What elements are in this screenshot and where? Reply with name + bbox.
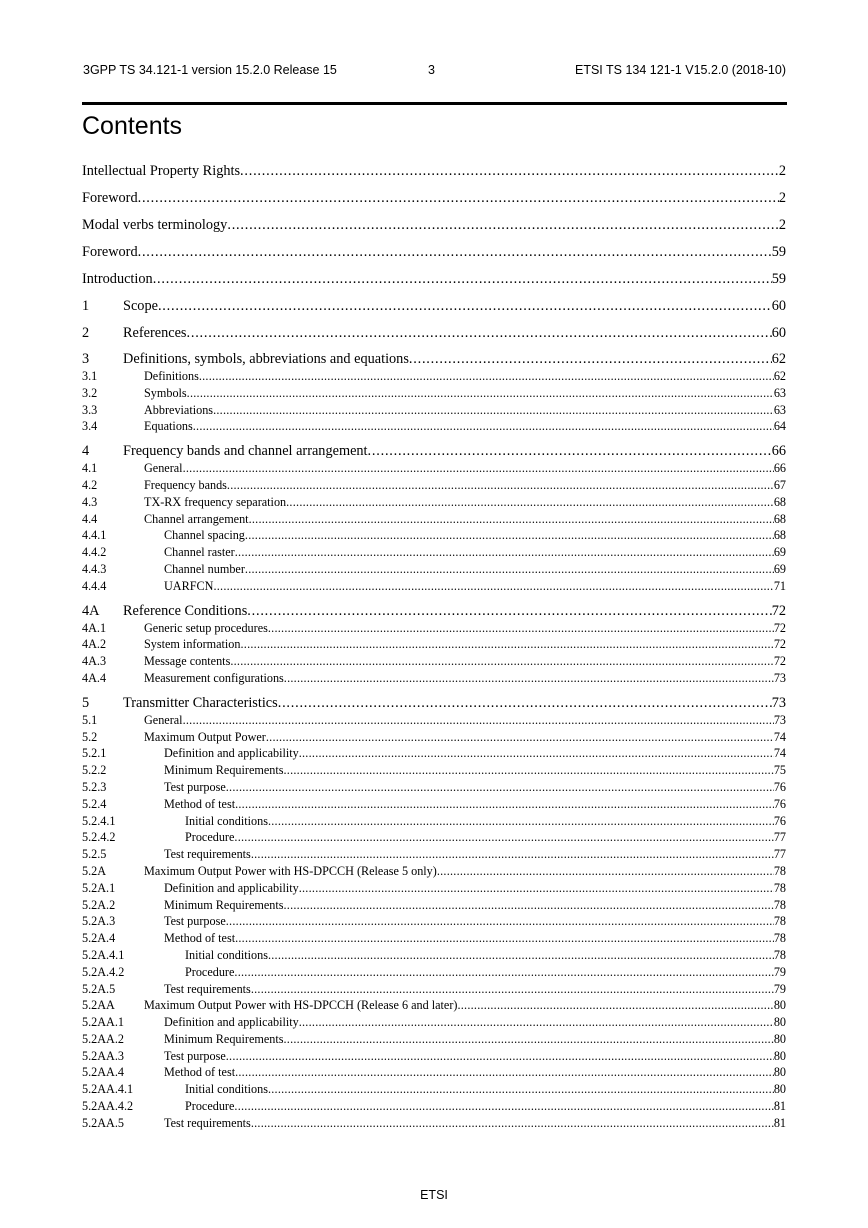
toc-entry-number: 4A.4 [82, 670, 107, 685]
toc-entry[interactable] [82, 578, 786, 595]
toc-entry-page: 78 [773, 863, 786, 878]
toc-entry-number: 5.2.1 [82, 746, 107, 761]
toc-entry-number: 5.2AA.4.2 [82, 1099, 134, 1114]
toc-entry-title: System information [144, 637, 241, 652]
toc-entry-page: 72 [773, 637, 786, 652]
dot-leader [193, 418, 774, 435]
toc-entry-number: 5.2AA.3 [82, 1048, 124, 1063]
toc-entry-page: 72 [773, 654, 786, 669]
toc-entry-number: 3.2 [82, 385, 98, 400]
toc-entry[interactable] [82, 188, 786, 215]
toc-entry-page: 60 [771, 325, 786, 341]
toc-entry-page: 69 [773, 561, 786, 576]
dot-leader [457, 997, 773, 1014]
toc-entry-number: 4 [82, 443, 90, 460]
dot-leader [299, 1014, 774, 1031]
toc-entry-number: 5.2A.4.1 [82, 947, 125, 962]
toc-entry-page: 80 [773, 1048, 786, 1063]
toc-entry-page: 2 [778, 190, 786, 206]
dot-leader [268, 620, 774, 637]
toc-entry[interactable] [82, 1064, 786, 1081]
toc-entry-page: 76 [773, 813, 786, 828]
toc-entry-number: 5.2A [82, 863, 107, 878]
dot-leader [158, 296, 772, 316]
dot-leader [183, 712, 774, 729]
toc-entry[interactable] [82, 997, 786, 1014]
toc-entry[interactable] [82, 368, 786, 385]
toc-entry-number: 4.4.3 [82, 561, 107, 576]
toc-entry-page: 62 [771, 351, 786, 367]
toc-entry-number: 5.2AA.4 [82, 1065, 124, 1080]
table-of-contents [82, 161, 786, 1132]
toc-entry-page: 69 [773, 545, 786, 560]
dot-leader [213, 578, 773, 595]
toc-entry-number: 5.2.3 [82, 779, 107, 794]
dot-leader [213, 402, 774, 419]
toc-entry-title: Channel spacing [164, 528, 245, 543]
dot-leader [284, 670, 774, 687]
toc-entry-number: 4A.2 [82, 637, 107, 652]
toc-entry-number: 4A [82, 602, 100, 619]
dot-leader [268, 947, 774, 964]
toc-entry[interactable] [82, 1098, 786, 1115]
dot-leader [235, 544, 774, 561]
toc-entry[interactable] [82, 544, 786, 561]
toc-entry-title: UARFCN [164, 578, 214, 593]
toc-entry[interactable] [82, 947, 786, 964]
toc-entry-number: 5.2A.2 [82, 897, 116, 912]
toc-entry[interactable] [82, 829, 786, 846]
toc-entry-number: 5.2.4.1 [82, 813, 116, 828]
toc-entry-number: 4.1 [82, 461, 98, 476]
toc-entry[interactable] [82, 602, 786, 620]
toc-entry[interactable] [82, 863, 786, 880]
toc-entry-number: 4.4.2 [82, 545, 107, 560]
toc-entry-number: 5.2.2 [82, 763, 107, 778]
toc-entry-page: 63 [773, 402, 786, 417]
dot-leader [234, 1098, 773, 1115]
dot-leader [245, 527, 774, 544]
toc-entry-title: Minimum Requirements [164, 897, 284, 912]
toc-entry-page: 66 [773, 461, 786, 476]
dot-leader [199, 368, 774, 385]
toc-entry-page: 73 [773, 712, 786, 727]
dot-leader [138, 242, 772, 262]
toc-entry-page: 80 [773, 1065, 786, 1080]
toc-entry-number: 5.2 [82, 729, 98, 744]
toc-entry-page: 80 [773, 998, 786, 1013]
toc-entry-number: 4A.1 [82, 620, 107, 635]
dot-leader [234, 829, 773, 846]
toc-entry-number: 5.2A.1 [82, 880, 116, 895]
toc-entry[interactable] [82, 296, 786, 323]
toc-entry-number: 1 [82, 298, 90, 314]
toc-entry-number: 4.4 [82, 511, 98, 526]
toc-entry-number: 5.2AA.4.1 [82, 1082, 134, 1097]
dot-leader [138, 188, 779, 208]
toc-entry[interactable] [82, 636, 786, 653]
toc-entry[interactable] [82, 385, 786, 402]
dot-leader [437, 863, 774, 880]
toc-entry-title: Test requirements [164, 847, 251, 862]
dot-leader [235, 796, 774, 813]
toc-entry-number: 3 [82, 351, 90, 367]
toc-entry[interactable] [82, 511, 786, 528]
toc-entry-title: Definition and applicability [164, 746, 299, 761]
toc-entry-title: Definition and applicability [164, 1015, 299, 1030]
toc-entry-title: Introduction [82, 271, 153, 287]
toc-entry[interactable] [82, 477, 786, 494]
header-right: ETSI TS 134 121-1 V15.2.0 (2018-10) [574, 63, 786, 77]
toc-entry[interactable] [82, 161, 786, 188]
toc-entry[interactable] [82, 712, 786, 729]
toc-entry[interactable] [82, 981, 786, 998]
toc-entry-number: 4.4.1 [82, 528, 107, 543]
toc-entry-page: 76 [773, 796, 786, 811]
toc-entry-title: Frequency bands [144, 477, 227, 492]
toc-entry[interactable] [82, 745, 786, 762]
dot-leader [299, 745, 774, 762]
toc-entry[interactable] [82, 779, 786, 796]
dot-leader [235, 1064, 774, 1081]
toc-entry-title: General [144, 712, 183, 727]
toc-entry[interactable] [82, 323, 786, 350]
dot-leader [368, 442, 772, 460]
toc-entry[interactable] [82, 1014, 786, 1031]
toc-entry-page: 68 [773, 511, 786, 526]
dot-leader [227, 477, 774, 494]
dot-leader [286, 494, 774, 511]
toc-entry-page: 60 [771, 298, 786, 314]
toc-entry-page: 78 [773, 897, 786, 912]
toc-entry-number: 5.2A.4 [82, 931, 116, 946]
toc-entry[interactable] [82, 350, 786, 368]
toc-entry-title: Abbreviations [144, 402, 214, 417]
toc-entry[interactable] [82, 561, 786, 578]
toc-entry-title: Method of test [164, 796, 236, 811]
toc-entry-title: Test purpose [164, 779, 226, 794]
toc-entry-title: Transmitter Characteristics [123, 694, 278, 711]
toc-entry-number: 5.2A.3 [82, 914, 116, 929]
toc-entry-title: Procedure [185, 964, 235, 979]
toc-entry-number: 5.2AA.1 [82, 1015, 124, 1030]
toc-entry-page: 64 [773, 419, 786, 434]
toc-entry-title: Maximum Output Power [144, 729, 266, 744]
toc-entry-title: Definitions [144, 369, 199, 383]
toc-entry-title: Scope [123, 298, 158, 314]
toc-entry-number: 5.2.5 [82, 847, 107, 862]
toc-entry-page: 76 [773, 779, 786, 794]
toc-entry-number: 3.1 [82, 369, 98, 383]
toc-entry-title: Method of test [164, 931, 236, 946]
dot-leader [183, 460, 774, 477]
toc-entry-title: Initial conditions [185, 813, 268, 828]
dot-leader [240, 636, 773, 653]
toc-entry-page: 73 [771, 694, 786, 711]
toc-entry-number: 4.3 [82, 494, 98, 509]
toc-entry-page: 79 [773, 964, 786, 979]
toc-entry[interactable] [82, 729, 786, 746]
toc-entry-page: 72 [773, 620, 786, 635]
dot-leader [247, 602, 771, 620]
dot-leader [251, 1115, 774, 1132]
toc-entry-page: 80 [773, 1031, 786, 1046]
toc-entry-title: Channel number [164, 561, 245, 576]
header-left: 3GPP TS 34.121-1 version 15.2.0 Release 15 [83, 63, 337, 77]
toc-entry-title: Definitions, symbols, abbreviations and equations [123, 351, 409, 367]
toc-entry-title: Frequency bands and channel arrangement [123, 443, 368, 460]
dot-leader [249, 511, 774, 528]
toc-entry-title: Procedure [185, 830, 235, 845]
toc-entry-title: Test requirements [164, 1115, 251, 1130]
toc-entry[interactable] [82, 1048, 786, 1065]
toc-entry[interactable] [82, 460, 786, 477]
toc-entry-page: 78 [773, 880, 786, 895]
toc-entry-title: Foreword [82, 190, 138, 206]
toc-entry[interactable] [82, 930, 786, 947]
toc-entry-page: 59 [771, 244, 786, 260]
toc-entry[interactable] [82, 1115, 786, 1132]
toc-entry-number: 5.2A.4.2 [82, 964, 125, 979]
toc-entry[interactable] [82, 1081, 786, 1098]
page-title: Contents [82, 112, 183, 140]
toc-entry-title: General [144, 461, 183, 476]
toc-entry-title: Initial conditions [185, 1082, 268, 1097]
dot-leader [226, 913, 774, 930]
toc-entry-title: Definition and applicability [164, 880, 299, 895]
dot-leader [240, 161, 779, 181]
toc-entry[interactable] [82, 494, 786, 511]
toc-entry-page: 81 [773, 1099, 786, 1114]
toc-entry-title: Test purpose [164, 914, 226, 929]
toc-entry-title: Equations [144, 419, 193, 434]
toc-entry-title: Reference Conditions [123, 602, 248, 619]
toc-entry[interactable] [82, 913, 786, 930]
toc-entry-title: Maximum Output Power with HS-DPCCH (Release 5 only) [144, 863, 437, 878]
toc-entry-number: 4.4.4 [82, 578, 107, 593]
toc-entry[interactable] [82, 527, 786, 544]
dot-leader [409, 350, 772, 368]
toc-entry[interactable] [82, 964, 786, 981]
toc-entry-title: Channel raster [164, 545, 235, 560]
dot-leader [226, 1048, 774, 1065]
toc-entry[interactable] [82, 1031, 786, 1048]
dot-leader [227, 215, 779, 235]
toc-entry[interactable] [82, 670, 786, 687]
toc-entry-page: 66 [771, 443, 786, 460]
dot-leader [187, 385, 774, 402]
toc-entry-number: 5.2A.5 [82, 981, 116, 996]
toc-entry[interactable] [82, 215, 786, 242]
dot-leader [153, 269, 772, 289]
toc-entry-page: 74 [773, 729, 786, 744]
toc-entry-page: 80 [773, 1015, 786, 1030]
toc-entry-title: Message contents [144, 654, 231, 669]
toc-entry[interactable] [82, 269, 786, 296]
toc-entry-page: 74 [773, 746, 786, 761]
toc-entry-title: Intellectual Property Rights [82, 163, 241, 179]
toc-entry-page: 68 [773, 494, 786, 509]
page-number: 3 [428, 63, 435, 77]
dot-leader [284, 897, 774, 914]
toc-entry-page: 80 [773, 1082, 786, 1097]
toc-entry[interactable] [82, 653, 786, 670]
toc-entry-page: 79 [773, 981, 786, 996]
toc-entry-page: 81 [773, 1115, 786, 1130]
toc-entry-number: 3.4 [82, 419, 98, 434]
toc-entry[interactable] [82, 242, 786, 269]
toc-entry-number: 5 [82, 694, 90, 711]
dot-leader [230, 653, 774, 670]
toc-entry-page: 63 [773, 385, 786, 400]
dot-leader [235, 930, 774, 947]
dot-leader [278, 694, 772, 712]
dot-leader [268, 813, 774, 830]
toc-entry-title: Method of test [164, 1065, 236, 1080]
toc-entry-page: 75 [773, 763, 786, 778]
toc-entry[interactable] [82, 694, 786, 712]
toc-entry-number: 5.2AA [82, 998, 115, 1013]
dot-leader [234, 964, 773, 981]
dot-leader [299, 880, 774, 897]
toc-entry[interactable] [82, 442, 786, 460]
toc-entry[interactable] [82, 880, 786, 897]
toc-entry[interactable] [82, 620, 786, 637]
dot-leader [251, 846, 774, 863]
toc-entry-title: Minimum Requirements [164, 763, 284, 778]
dot-leader [266, 729, 774, 746]
toc-entry[interactable] [82, 897, 786, 914]
toc-entry-page: 73 [773, 670, 786, 685]
toc-entry[interactable] [82, 402, 786, 419]
toc-entry[interactable] [82, 796, 786, 813]
toc-entry-page: 77 [773, 830, 786, 845]
toc-entry-title: Initial conditions [185, 947, 268, 962]
toc-entry-title: Foreword [82, 244, 138, 260]
toc-entry-page: 67 [773, 477, 786, 492]
toc-entry-title: Minimum Requirements [164, 1031, 284, 1046]
toc-entry-number: 4A.3 [82, 654, 107, 669]
toc-entry-page: 62 [773, 369, 786, 383]
toc-entry-page: 77 [773, 847, 786, 862]
toc-entry-number: 5.2.4.2 [82, 830, 116, 845]
header-rule [82, 102, 787, 105]
toc-entry-page: 2 [778, 163, 786, 179]
toc-entry[interactable] [82, 762, 786, 779]
toc-entry-title: Test requirements [164, 981, 251, 996]
toc-entry-title: References [123, 325, 187, 341]
footer: ETSI [420, 1188, 448, 1202]
toc-entry-page: 78 [773, 931, 786, 946]
dot-leader [245, 561, 774, 578]
toc-entry[interactable] [82, 846, 786, 863]
toc-entry-title: Generic setup procedures [144, 620, 268, 635]
dot-leader [284, 1031, 774, 1048]
toc-entry-number: 5.2.4 [82, 796, 107, 811]
toc-entry-title: TX-RX frequency separation [144, 494, 287, 509]
toc-entry-number: 5.2AA.2 [82, 1031, 124, 1046]
toc-entry-page: 71 [773, 578, 786, 593]
toc-entry-title: Test purpose [164, 1048, 226, 1063]
toc-entry-number: 5.2AA.5 [82, 1115, 124, 1130]
toc-entry-page: 78 [773, 914, 786, 929]
toc-entry[interactable] [82, 418, 786, 435]
toc-entry-page: 72 [771, 602, 786, 619]
dot-leader [251, 981, 774, 998]
toc-entry-page: 2 [778, 217, 786, 233]
dot-leader [187, 323, 772, 343]
toc-entry-title: Symbols [144, 385, 187, 400]
toc-entry-title: Channel arrangement [144, 511, 249, 526]
toc-entry-number: 2 [82, 325, 90, 341]
toc-entry-number: 4.2 [82, 477, 98, 492]
dot-leader [226, 779, 774, 796]
toc-entry-title: Measurement configurations [144, 670, 284, 685]
toc-entry-page: 78 [773, 947, 786, 962]
toc-entry[interactable] [82, 813, 786, 830]
toc-entry-number: 3.3 [82, 402, 98, 417]
toc-entry-title: Maximum Output Power with HS-DPCCH (Release 6 and later) [144, 998, 458, 1013]
toc-entry-page: 68 [773, 528, 786, 543]
toc-entry-title: Modal verbs terminology [82, 217, 228, 233]
dot-leader [284, 762, 774, 779]
toc-entry-page: 59 [771, 271, 786, 287]
dot-leader [268, 1081, 774, 1098]
toc-entry-number: 5.1 [82, 712, 98, 727]
toc-entry-title: Procedure [185, 1099, 235, 1114]
